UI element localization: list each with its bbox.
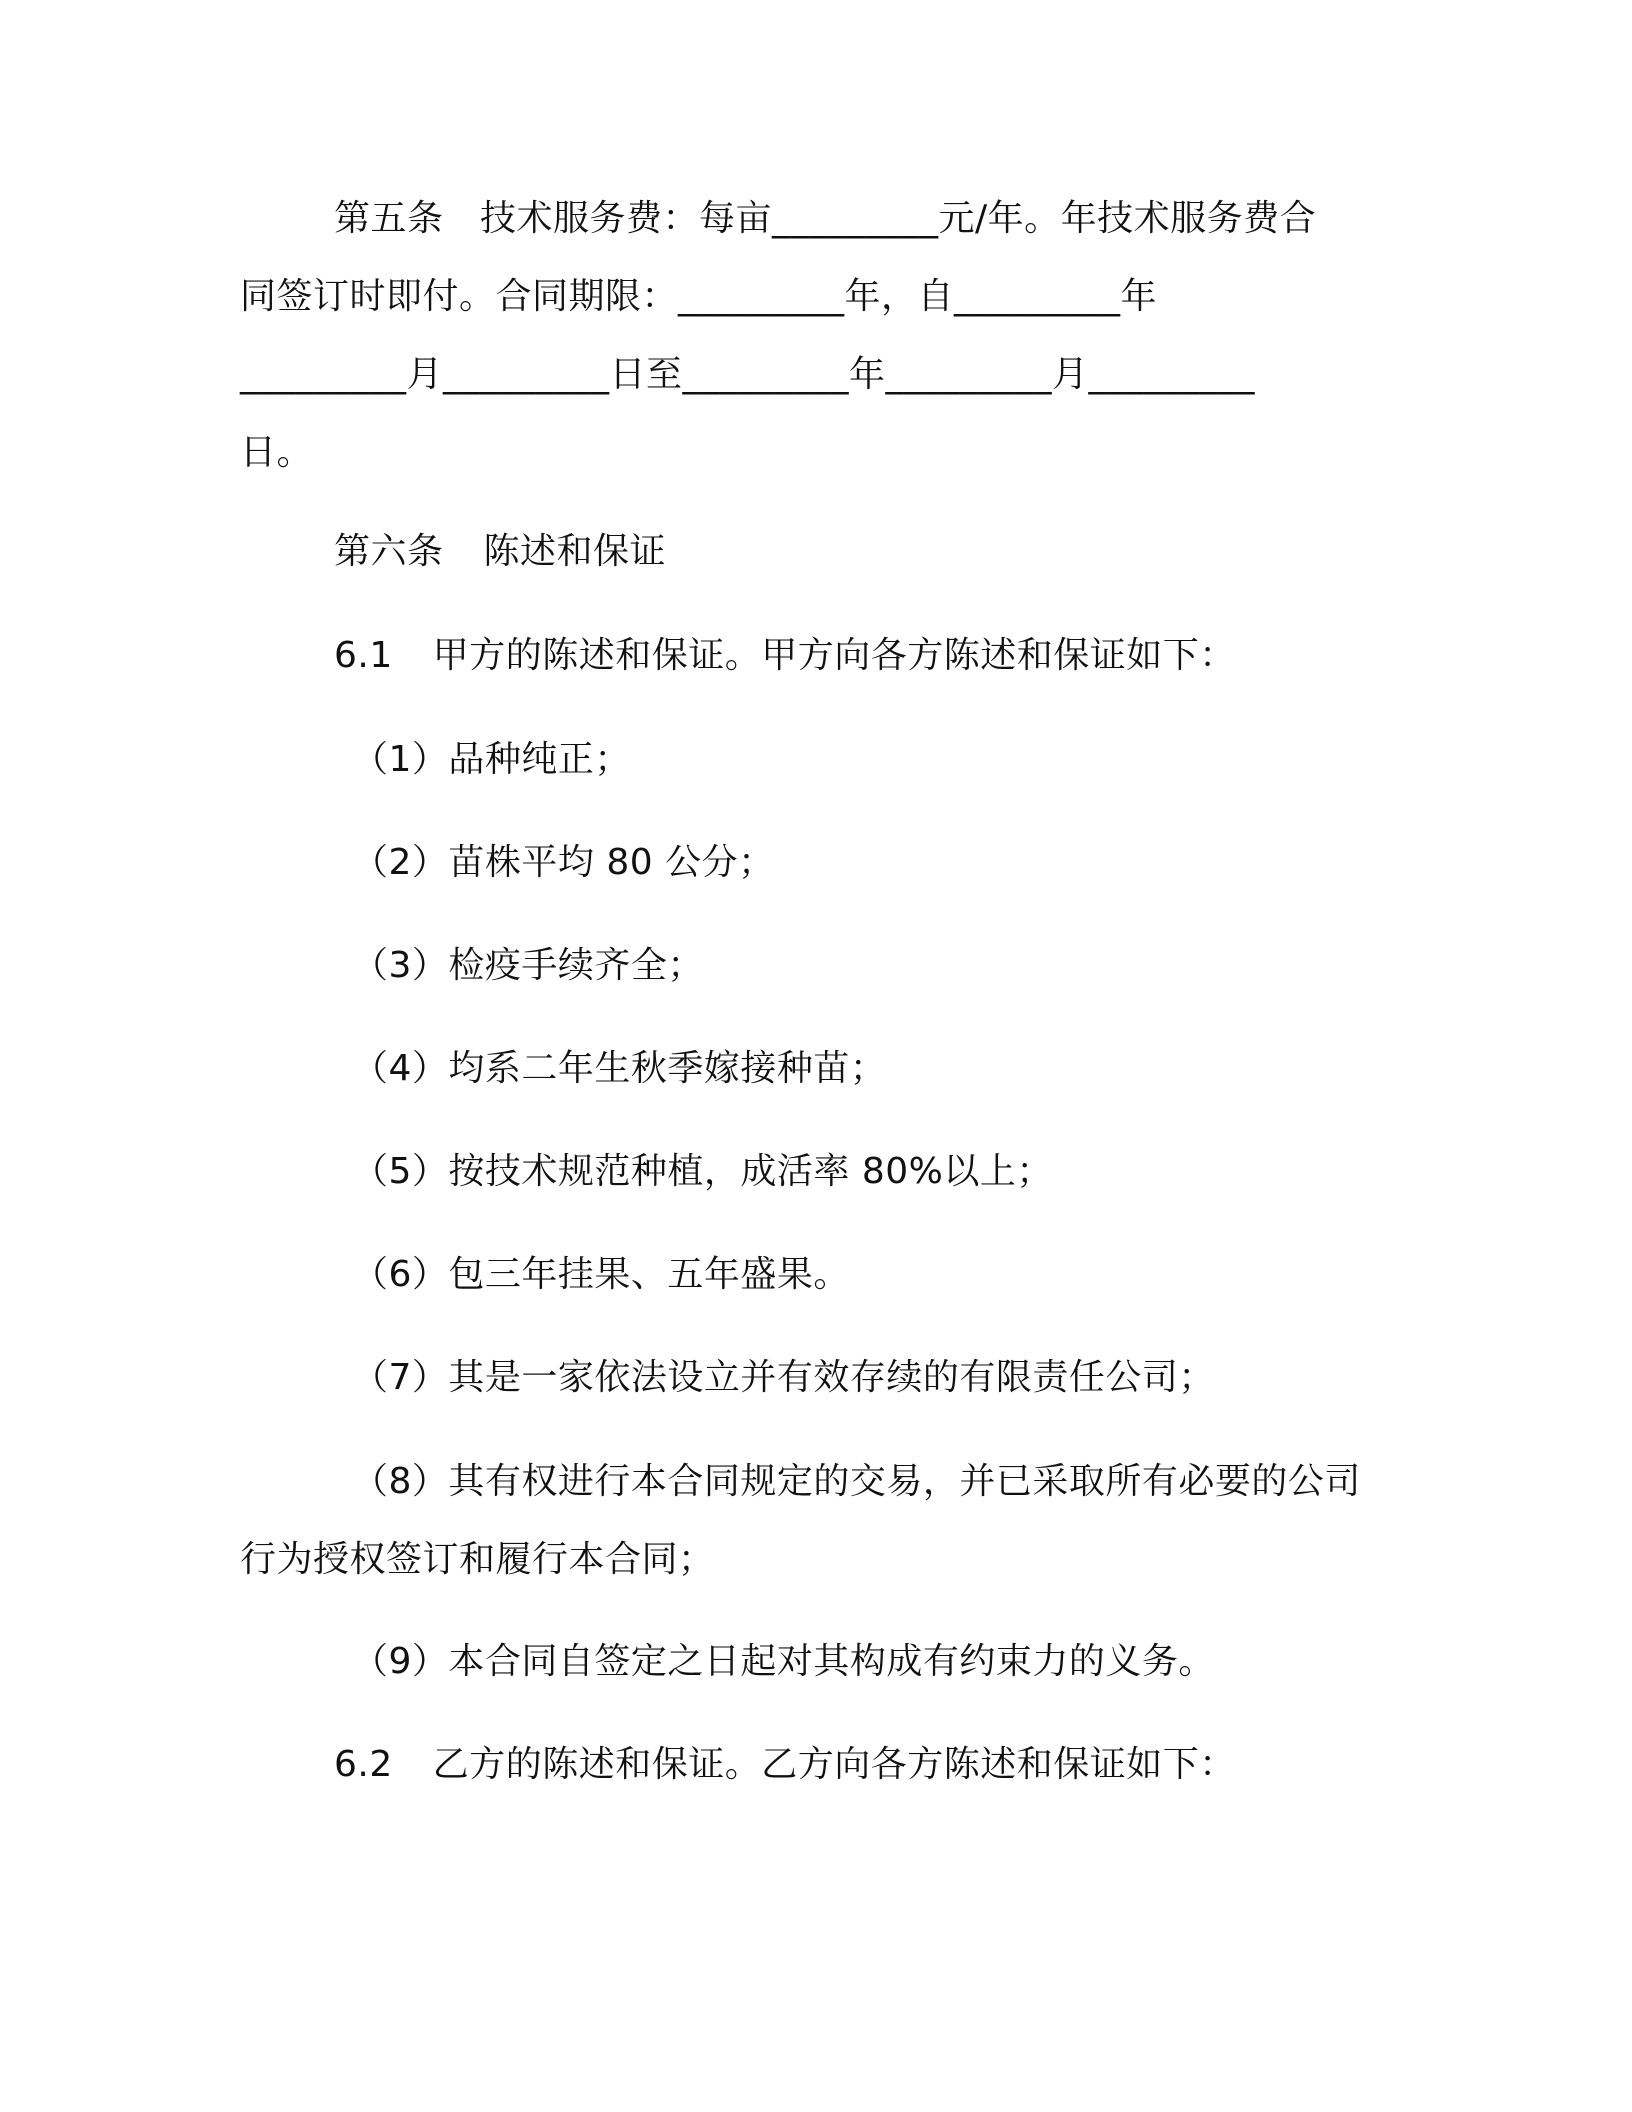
list-item-8-line2: 行为授权签订和履行本合同；: [240, 1539, 715, 1580]
article6-heading: [334, 528, 666, 576]
article6-heading-number: 第六条: [334, 531, 444, 572]
section-6-1-text: 甲方的陈述和保证。甲方向各方陈述和保证如下：: [432, 635, 1236, 676]
article6-heading-title: 陈述和保证: [483, 531, 667, 572]
list-item-9: （9）本合同自签定之日起对其构成有约束力的义务。: [352, 1641, 1215, 1682]
list-item: （4）均系二年生秋季嫁接种苗；: [352, 1048, 887, 1089]
list-item: （2）苗株平均 80 公分；: [352, 842, 775, 883]
list-item: （1）品种纯正；: [352, 739, 631, 780]
section-6-2-number: 6.2: [334, 1744, 393, 1785]
list-item: （7）其是一家依法设立并有效存续的有限责任公司；: [352, 1357, 1215, 1398]
section-6-2-text: 乙方的陈述和保证。乙方向各方陈述和保证如下：: [432, 1744, 1236, 1785]
article5-line4: 日。: [240, 432, 314, 473]
list-item: （5）按技术规范种植，成活率 80%以上；: [352, 1151, 1053, 1192]
article5-line3: _________月_________日至_________年_________月_________: [240, 354, 1255, 395]
article5-line1: 第五条 技术服务费：每亩_________元/年。年技术服务费合: [334, 198, 1317, 239]
list-item-8-line1: （8）其有权进行本合同规定的交易，并已采取所有必要的公司: [352, 1461, 1361, 1502]
section-6-2: [334, 1741, 1236, 1789]
article5-line2: 同签订时即付。合同期限：_________年，自_________年: [240, 276, 1158, 317]
section-6-1: [334, 632, 1236, 680]
list-item: （6）包三年挂果、五年盛果。: [352, 1254, 850, 1295]
section-6-1-number: 6.1: [334, 635, 393, 676]
list-item: （3）检疫手续齐全；: [352, 945, 704, 986]
